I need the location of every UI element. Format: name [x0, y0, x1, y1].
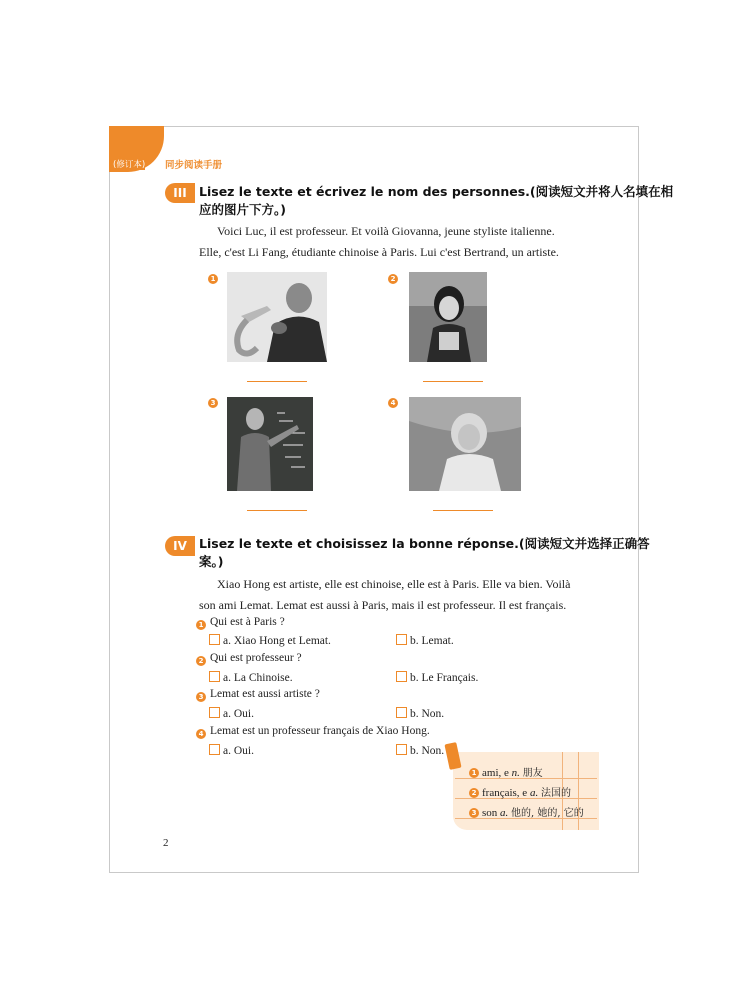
section-4-badge: IV [165, 536, 195, 556]
photo-man-at-blackboard [227, 397, 313, 491]
question-4-option-b[interactable]: b. Non. [396, 744, 444, 757]
checkbox[interactable] [209, 707, 220, 718]
question-1-text: Qui est à Paris ? [210, 616, 285, 628]
vocab-item-1: ami, e n. 朋友 [482, 767, 543, 779]
checkbox[interactable] [209, 671, 220, 682]
question-2-text: Qui est professeur ? [210, 652, 302, 664]
section-4-text: Xiao Hong est artiste, elle est chinoise, elle est à Paris. Elle va bien. Voilà son ami Lemat. Lemat est aussi à Paris, mais il est professeur. Il est français. [199, 577, 571, 612]
photo-3-number: 3 [208, 398, 218, 408]
question-3-option-a[interactable]: a. Oui. [209, 707, 254, 720]
vocab-3-number: 3 [469, 808, 479, 818]
checkbox[interactable] [396, 744, 407, 755]
question-2-number: 2 [196, 656, 206, 666]
photo-4-answer-line[interactable] [433, 510, 493, 511]
question-4-number: 4 [196, 729, 206, 739]
vocab-item-3: son a. 他的, 她的, 它的 [482, 807, 584, 819]
vocab-2-number: 2 [469, 788, 479, 798]
photo-blonde-woman [409, 397, 521, 491]
photo-4-number: 4 [388, 398, 398, 408]
section-3-badge: III [165, 183, 195, 203]
question-1-option-b[interactable]: b. Lemat. [396, 634, 454, 647]
photo-2-answer-line[interactable] [423, 381, 483, 382]
question-4-text: Lemat est un professeur français de Xiao Hong. [210, 725, 430, 737]
photo-2-number: 2 [388, 274, 398, 284]
photo-1-number: 1 [208, 274, 218, 284]
checkbox[interactable] [396, 634, 407, 645]
question-2-option-b[interactable]: b. Le Français. [396, 671, 478, 684]
book-subtitle: 同步阅读手册 [165, 160, 223, 171]
checkbox[interactable] [209, 634, 220, 645]
question-3-text: Lemat est aussi artiste ? [210, 688, 320, 700]
question-3-option-b[interactable]: b. Non. [396, 707, 444, 720]
vocab-1-number: 1 [469, 768, 479, 778]
section-3-text: Voici Luc, il est professeur. Et voilà Giovanna, jeune styliste italienne. Elle, c'est Li Fang, étudiante chinoise à Paris. Lui c'est Bertrand, un artiste. [199, 224, 559, 259]
checkbox[interactable] [396, 671, 407, 682]
book-title: 法语1 [12, 16, 53, 34]
photo-saxophone-player [227, 272, 327, 362]
section-3-title: Lisez le texte et écrivez le nom des personnes.(阅读短文并将人名填在相 应的图片下方。) [199, 184, 674, 217]
vocab-item-2: français, e a. 法国的 [482, 787, 571, 799]
section-4-title: Lisez le texte et choisissez la bonne réponse.(阅读短文并选择正确答 案。) [199, 536, 650, 569]
question-1-option-a[interactable]: a. Xiao Hong et Lemat. [209, 634, 331, 647]
photo-3-answer-line[interactable] [247, 510, 307, 511]
question-4-option-a[interactable]: a. Oui. [209, 744, 254, 757]
checkbox[interactable] [396, 707, 407, 718]
checkbox[interactable] [209, 744, 220, 755]
question-1-number: 1 [196, 620, 206, 630]
question-3-number: 3 [196, 692, 206, 702]
edition-label: (修订本) [113, 160, 146, 170]
photo-1-answer-line[interactable] [247, 381, 307, 382]
page-number: 2 [163, 837, 169, 849]
photo-young-woman [409, 272, 487, 362]
question-2-option-a[interactable]: a. La Chinoise. [209, 671, 293, 684]
